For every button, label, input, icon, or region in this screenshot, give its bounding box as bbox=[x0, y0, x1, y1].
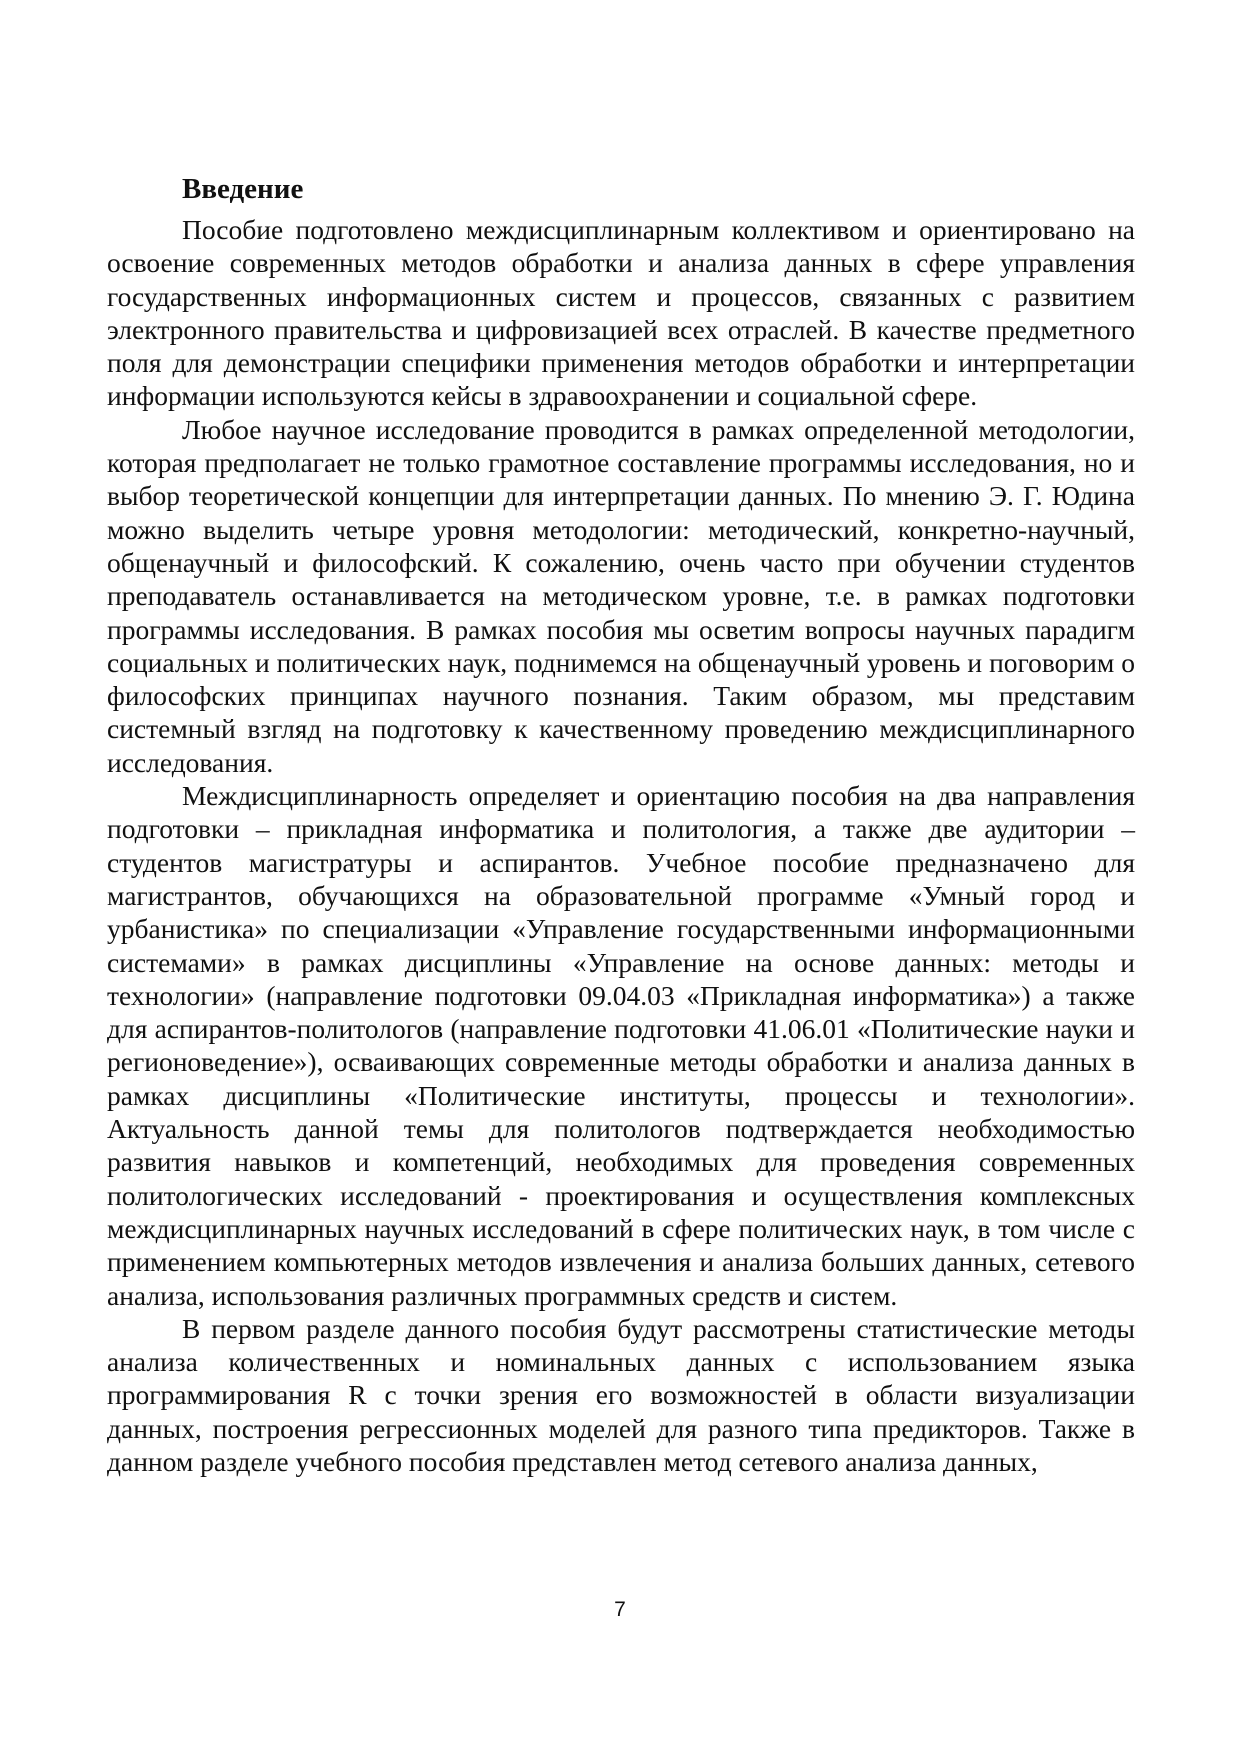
paragraph-interdisciplinarity: Междисциплинарность определяет и ориентацию пособия на два направления подготовки – прикладная информатика и политология, а также две аудитории – студентов магистратуры и аспирантов. Учебное пособие предназначено для магистрантов, обучающихся на образовательной программе «Умный город и урбанистика» по специализации «Управление государственными информационными системами» в рамках дисциплины «Управление на основе данных: методы и технологии» (направление подготовки 09.04.03 «Прикладная информатика») а также для аспирантов-политологов (направление подготовки 41.06.01 «Политические науки и регионоведение»), осваивающих современные методы обработки и анализа данных в рамках дисциплины «Политические институты, процессы и технологии». Актуальность данной темы для политологов подтверждается необходимостью развития навыков и компетенций, необходимых для проведения современных политологических исследований - проектирования и осуществления комплексных междисциплинарных научных исследований в сфере политических наук, в том числе с применением компьютерных методов извлечения и анализа больших данных, сетевого анализа, использования различных программных средств и систем. bbox=[107, 780, 1135, 1311]
page-number: 7 bbox=[614, 1598, 626, 1621]
paragraph-methodology: Любое научное исследование проводится в рамках определенной методологии, которая предполагает не только грамотное составление программы исследования, но и выбор теоретической концепции для интерпретации данных. По мнению Э. Г. Юдина можно выделить четыре уровня методологии: методический, конкретно-научный, общенаучный и философский. К сожалению, очень часто при обучении студентов преподаватель останавливается на методическом уровне, т.е. в рамках подготовки программы исследования. В рамках пособия мы осветим вопросы научных парадигм социальных и политических наук, поднимемся на общенаучный уровень и поговорим о философских принципах научного познания. Таким образом, мы представим системный взгляд на подготовку к качественному проведению междисциплинарного исследования. bbox=[107, 413, 1135, 778]
paragraph-first-section: В первом разделе данного пособия будут рассмотрены статистические методы анализа количественных и номинальных данных с использованием языка программирования R с точки зрения его возможностей в области визуализации данных, построения регрессионных моделей для разного типа предикторов. Также в данном разделе учебного пособия представлен метод сетевого анализа данных, bbox=[107, 1312, 1135, 1477]
page-content bbox=[107, 170, 1135, 1478]
section-heading: Введение bbox=[182, 173, 304, 205]
paragraph-intro: Пособие подготовлено междисциплинарным коллективом и ориентировано на освоение современных методов обработки и анализа данных в сфере управления государственных информационных систем и процессов, связанных с развитием электронного правительства и цифровизацией всех отраслей. В качестве предметного поля для демонстрации специфики применения методов обработки и интерпретации информации используются кейсы в здравоохранении и социальной сфере. bbox=[107, 214, 1135, 412]
